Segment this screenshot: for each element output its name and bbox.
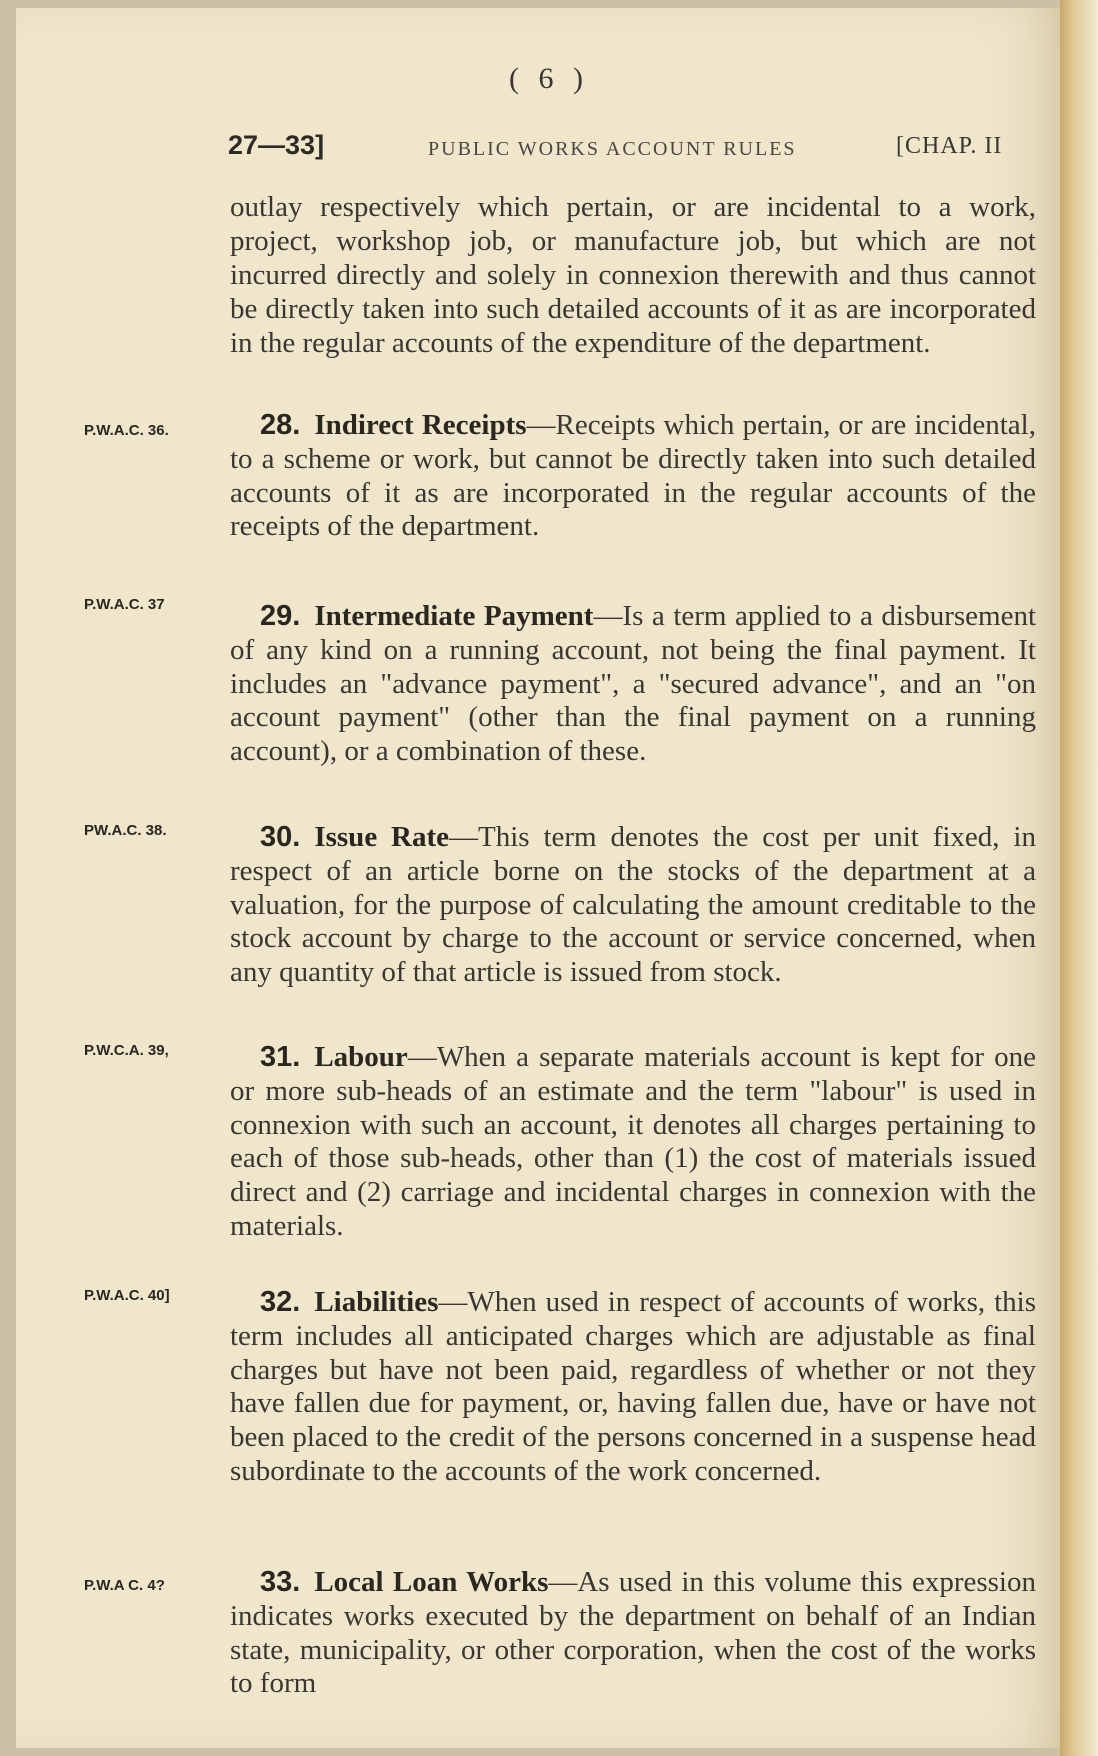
side-reference: PW.A.C. 38. bbox=[84, 822, 167, 839]
rule-number: 28. bbox=[260, 409, 301, 441]
rule-text: —When a separate materials account is kept for one or more sub-heads of an estimate and the term "labour" is used in connexion with such an account, it denotes all charges pertaining to each of those sub-heads, other than (1) the cost of materials issued direct and (2) carriage and incidental charges in connexion with the materials. bbox=[230, 1041, 1036, 1242]
rule-number: 33. bbox=[260, 1566, 301, 1598]
rule-number: 32. bbox=[260, 1286, 301, 1318]
rule-term: Local Loan Works bbox=[314, 1566, 549, 1598]
rule-paragraph bbox=[230, 1041, 1036, 1244]
rule-paragraph bbox=[230, 409, 1036, 544]
rule-paragraph bbox=[230, 821, 1036, 990]
side-reference: P.W.C.A. 39, bbox=[84, 1042, 169, 1059]
rule-term: Labour bbox=[314, 1041, 408, 1073]
rule-term: Intermediate Payment bbox=[314, 600, 594, 632]
rule-number: 29. bbox=[260, 600, 301, 632]
side-reference: P.W.A C. 4? bbox=[84, 1577, 165, 1594]
rule-number: 31. bbox=[260, 1041, 301, 1073]
page-edge bbox=[1060, 0, 1098, 1756]
rule-text: —As used in this volume this expression indicates works executed by the department on behalf of an Indian state, municipality, or other corporation, when the cost of the works to form bbox=[230, 1566, 1036, 1700]
rule-term: Liabilities bbox=[314, 1286, 439, 1318]
header-rule-range: 27—33] bbox=[228, 130, 325, 160]
header-title: PUBLIC WORKS ACCOUNT RULES bbox=[428, 138, 797, 160]
rule-paragraph bbox=[230, 1566, 1036, 1701]
rule-paragraph bbox=[230, 1286, 1036, 1489]
side-reference: P.W.A.C. 40] bbox=[84, 1287, 170, 1304]
running-header bbox=[228, 130, 1028, 170]
rule-term: Indirect Receipts bbox=[314, 409, 527, 441]
intro-paragraph: outlay respectively which pertain, or are incidental to a work, project, workshop job, or manufacture job, but which are not incurred directly and solely in connexion therewith and thus cannot be directly taken into such detailed accounts of it as are incorporated in the regular accounts of the expenditure of the department. bbox=[230, 191, 1036, 359]
rule-paragraph bbox=[230, 600, 1036, 769]
rule-term: Issue Rate bbox=[314, 821, 450, 853]
rule-text: —Receipts which pertain, or are incidental, to a scheme or work, but cannot be directly taken into such detailed accounts of it as are incorporated in the regular accounts of the receipts of the department. bbox=[230, 409, 1036, 543]
rule-text: —This term denotes the cost per unit fixed, in respect of an article borne on the stocks of the department at a valuation, for the purpose of calculating the amount creditable to the stock account by charge to the account or service concerned, when any quantity of that article is issued from stock. bbox=[230, 821, 1036, 989]
rule-text: —When used in respect of accounts of works, this term includes all anticipated charges which are adjustable as final charges but have not been paid, regardless of whether or not they have fallen due for payment, or, having fallen due, have or have not been placed to the credit of the persons concerned in a suspense head subordinate to the accounts of the work concerned. bbox=[230, 1286, 1036, 1487]
side-reference: P.W.A.C. 37 bbox=[84, 596, 165, 613]
header-chapter: [CHAP. II bbox=[896, 133, 1003, 159]
side-reference: P.W.A.C. 36. bbox=[84, 422, 169, 439]
rule-text: —Is a term applied to a disbursement of any kind on a running account, not being the final payment. It includes an "advance payment", a "secured advance", and an "on account payment" (other than the final payment on a running account), or a combination of these. bbox=[230, 600, 1037, 768]
page-number: ( 6 ) bbox=[509, 62, 589, 95]
rule-number: 30. bbox=[260, 821, 301, 853]
